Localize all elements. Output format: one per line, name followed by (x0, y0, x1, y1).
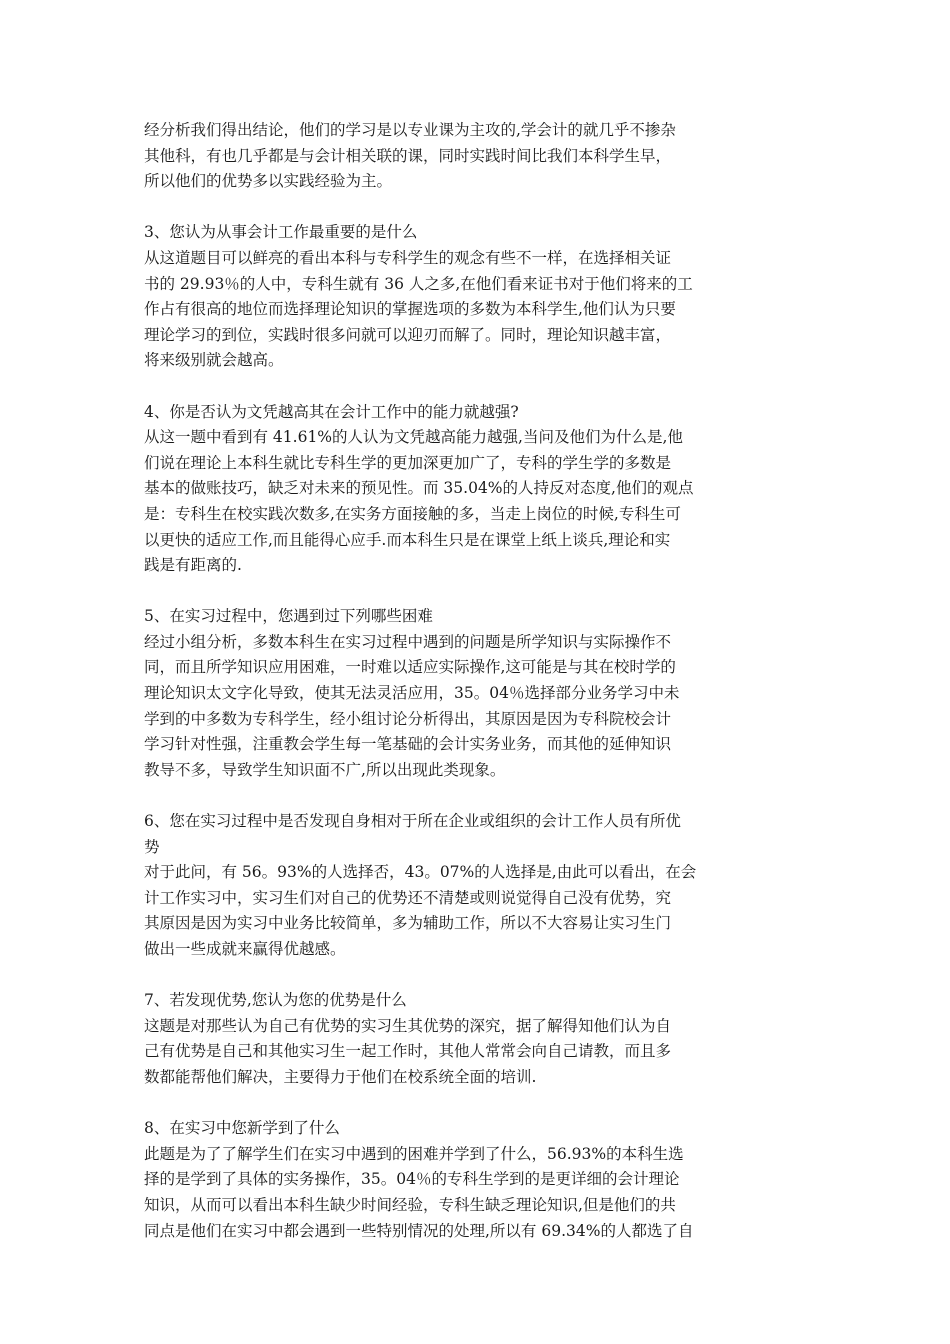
text-line: 其原因是因为实习中业务比较简单，多为辅助工作，所以不大容易让实习生门 (144, 914, 672, 933)
paragraph-gap (144, 1091, 808, 1117)
paragraph-gap (144, 374, 808, 400)
text-line: 做出一些成就来赢得优越感。 (144, 940, 346, 958)
text-line: 经过小组分析，多数本科生在实习过程中遇到的问题是所学知识与实际操作不 (144, 632, 672, 651)
text-line: 数都能帮他们解决，主要得力于他们在校系统全面的培训. (144, 1067, 537, 1086)
text-line: 践是有距离的. (144, 556, 242, 575)
text-line: 从这道题目可以鲜亮的看出本科与专科学生的观念有些不一样，在选择相关证 (144, 248, 672, 267)
section-4 (144, 400, 808, 579)
text-line: 从这一题中看到有 41.61%的人认为文凭越高能力越强,当问及他们为什么是,他 (144, 428, 683, 447)
section-heading: 8、在实习中您新学到了什么 (144, 1119, 340, 1138)
section-heading: 4、你是否认为文凭越高其在会计工作中的能力就越强? (144, 402, 519, 421)
text-line: 其他科，有也几乎都是与会计相关联的课，同时实践时间比我们本科学生早， (144, 146, 672, 165)
section-heading: 7、若发现优势,您认为您的优势是什么 (144, 991, 407, 1010)
text-line: 们说在理论上本科生就比专科生学的更加深更加广了，专科的学生学的多数是 (144, 453, 672, 472)
text-line: 以更快的适应工作,而且能得心应手.而本科生只是在课堂上纸上谈兵,理论和实 (144, 530, 671, 549)
text-line: 书的 29.93％的人中，专科生就有 36 人之多,在他们看来证书对于他们将来的工 (144, 274, 693, 293)
text-line: 对于此问，有 56。93%的人选择否，43。07%的人选择是,由此可以看出，在会 (144, 863, 697, 882)
text-line: 所以他们的优势多以实践经验为主。 (144, 172, 393, 191)
text-line: 这题是对那些认为自己有优势的实习生其优势的深究，据了解得知他们认为自 (144, 1016, 672, 1035)
text-line: 知识，从而可以看出本科生缺少时间经验，专科生缺乏理论知识,但是他们的共 (144, 1195, 676, 1214)
section-heading: 6、您在实习过程中是否发现自身相对于所在企业或组织的会计工作人员有所优 (144, 812, 681, 831)
text-line: 同点是他们在实习中都会遇到一些特别情况的处理,所以有 69.34%的人都选了自 (144, 1221, 694, 1240)
text-line: 择的是学到了具体的实务操作，35。04％的专科生学到的是更详细的会计理论 (144, 1170, 680, 1189)
text-line: 作占有很高的地位而选择理论知识的掌握选项的多数为本科学生,他们认为只要 (144, 300, 676, 319)
text-line: 此题是为了了解学生们在实习中遇到的困难并学到了什么，56.93%的本科生选 (144, 1144, 684, 1163)
section-3 (144, 220, 808, 374)
text-line: 理论知识太文字化导致，使其无法灵活应用，35。04％选择部分业务学习中未 (144, 684, 680, 703)
text-line: 学习针对性强，注重教会学生每一笔基础的会计实务业务，而其他的延伸知识 (144, 735, 672, 754)
text-line: 经分析我们得出结论，他们的学习是以专业课为主攻的,学会计的就几乎不掺杂 (144, 121, 676, 139)
text-line: 是：专科生在校实践次数多,在实务方面接触的多，当走上岗位的时候,专科生可 (144, 504, 681, 523)
paragraph-gap (144, 195, 808, 221)
section-heading: 5、在实习过程中，您遇到过下列哪些困难 (144, 607, 433, 626)
text-line: 学到的中多数为专科学生，经小组讨论分析得出，其原因是因为专科院校会计 (144, 709, 672, 728)
section-6 (144, 809, 808, 963)
intro-paragraph (144, 118, 808, 195)
section-heading: 3、您认为从事会计工作最重要的是什么 (144, 223, 418, 242)
text-line: 己有优势是自己和其他实习生一起工作时，其他人常常会向自己请教，而且多 (144, 1042, 672, 1061)
section-8 (144, 1116, 808, 1244)
text-line: 教导不多，导致学生知识面不广,所以出现此类现象。 (144, 760, 506, 779)
section-7 (144, 988, 808, 1090)
text-line: 计工作实习中，实习生们对自己的优势还不清楚或则说觉得自己没有优势，究 (144, 888, 672, 907)
text-line: 同，而且所学知识应用困难，一时难以适应实际操作,这可能是与其在校时学的 (144, 658, 676, 677)
text-line: 将来级别就会越高。 (144, 351, 284, 370)
paragraph-gap (144, 963, 808, 989)
document-page (144, 118, 808, 1244)
paragraph-gap (144, 579, 808, 605)
text-line: 理论学习的到位，实践时很多问就可以迎刃而解了。同时，理论知识越丰富， (144, 325, 672, 344)
text-line: 基本的做账技巧，缺乏对未来的预见性。而 35.04%的人持反对态度,他们的观点 (144, 479, 694, 498)
section-heading-continuation: 势 (144, 837, 160, 856)
section-5 (144, 604, 808, 783)
paragraph-gap (144, 783, 808, 809)
